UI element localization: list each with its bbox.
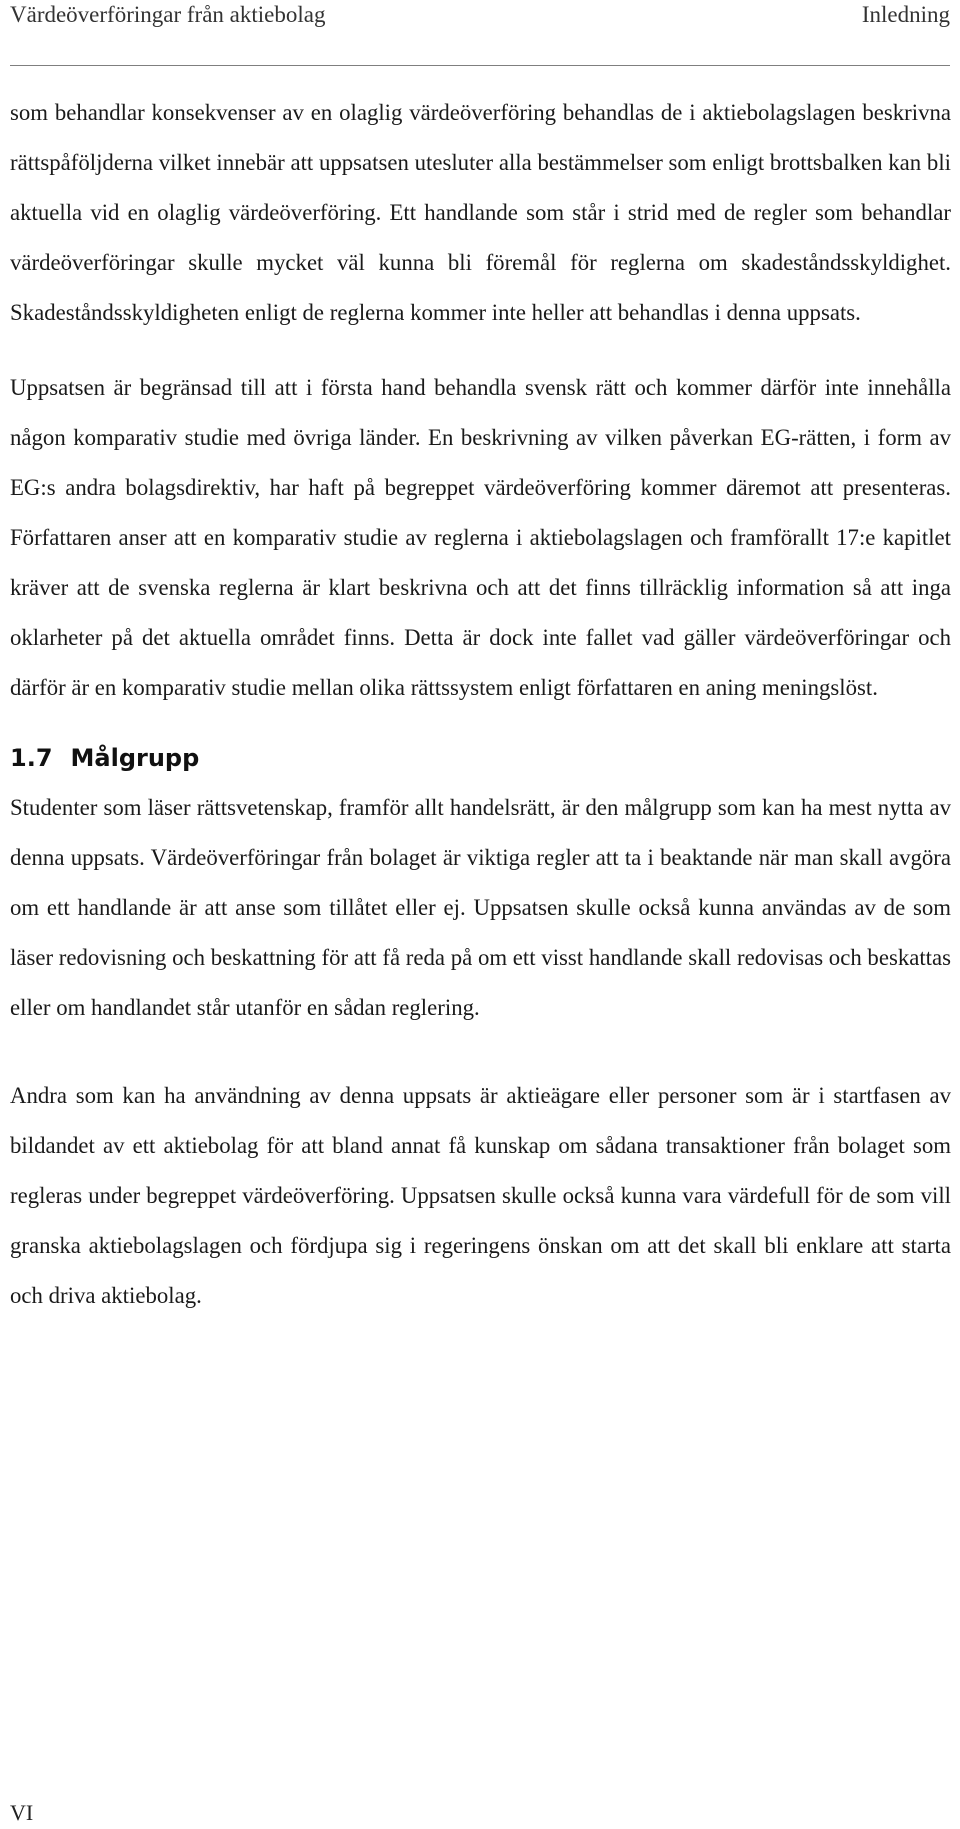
section-title: Målgrupp [70, 744, 200, 772]
paragraph-scope-continuation: som behandlar konsekvenser av en olaglig värdeöverföring behandlas de i aktiebolagslagen beskrivna rättspåföljderna vilket innebär att uppsatsen utesluter alla bestämmelser som enligt brottsbalken kan bli aktuella vid en olaglig värdeöverföring. Ett handlande som står i strid med de regler som behandlar värdeöverföringar skulle mycket väl kunna bli föremål för reglerna om skadeståndsskyldighet. Skadeståndsskyldigheten enligt de reglerna kommer inte heller att behandlas i denna uppsats. [10, 100, 951, 325]
paragraph-other-readers: Andra som kan ha användning av denna uppsats är aktieägare eller personer som är i startfasen av bildandet av ett aktiebolag för att bland annat få kunskap om sådana transaktioner från bolaget som regleras under begreppet värdeöverföring. Uppsatsen skulle också kunna vara värdefull för de som vill granska aktiebolagslagen och fördjupa sig i regeringens önskan om att det skall bli enklare att starta och driva aktiebolag. [10, 1083, 951, 1308]
page-number: VI [10, 1800, 34, 1825]
section-heading [10, 733, 951, 783]
document-title: Värdeöverföringar från aktiebolag [10, 2, 326, 27]
paragraph-target-group: Studenter som läser rättsvetenskap, framför allt handelsrätt, är den målgrupp som kan ha mest nytta av denna uppsats. Värdeöverföringar från bolaget är viktiga regler att ta i beaktande när man skall avgöra om ett handlande är att anse som tillåtet eller ej. Uppsatsen skulle också kunna användas av de som läser redovisning och beskattning för att få reda på om ett visst handlande skall redovisas och beskattas eller om handlandet står utanför en sådan reglering. [10, 795, 951, 1020]
running-header [10, 0, 950, 66]
section-number: 1.7 [10, 744, 53, 772]
page-body [10, 88, 951, 1321]
chapter-name: Inledning [861, 2, 950, 27]
paragraph-limitations: Uppsatsen är begränsad till att i första hand behandla svensk rätt och kommer därför inte innehålla någon komparativ studie med övriga länder. En beskrivning av vilken påverkan EG-rätten, i form av EG:s andra bolagsdirektiv, har haft på begreppet värdeöverföring kommer däremot att presenteras. Författaren anser att en komparativ studie av reglerna i aktiebolagslagen och framförallt 17:e kapitlet kräver att de svenska reglerna är klart beskrivna och att det finns tillräcklig information så att inga oklarheter på det aktuella området finns. Detta är dock inte fallet vad gäller värdeöverföringar och därför är en komparativ studie mellan olika rättssystem enligt författaren en aning meningslöst. [10, 375, 951, 700]
